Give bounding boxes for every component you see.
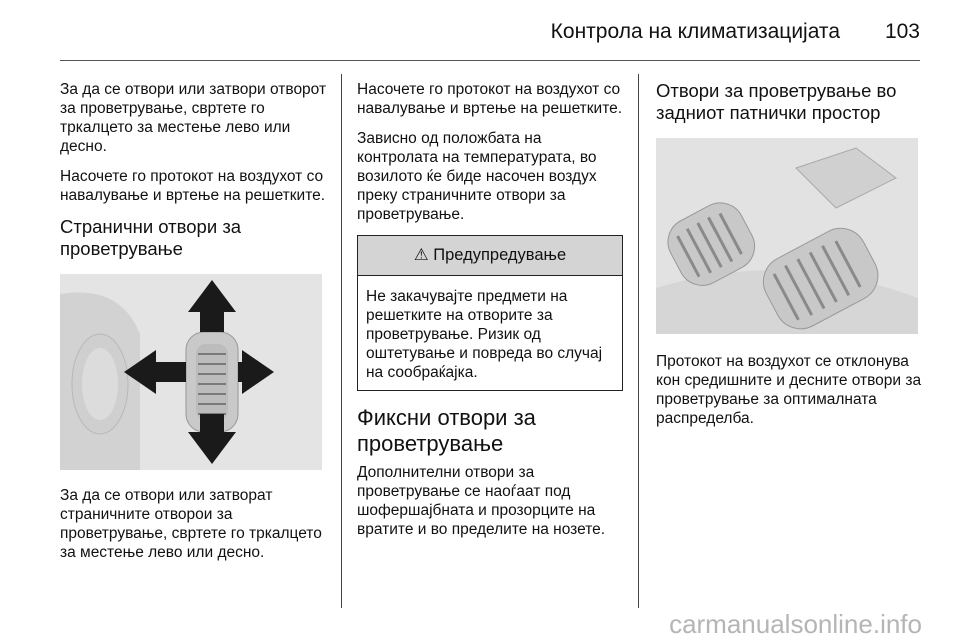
paragraph: Насочете го протокот на воздухот со навалување и вртење на решетките.	[357, 81, 623, 117]
header-title: Контрола на климатизацијата	[550, 20, 840, 43]
paragraph: За да се отвори или затворат страничните отворои за проветрување, свртете го тркалцето за местење лево или десно.	[60, 487, 322, 561]
paragraph: Протокот на воздухот се отклонува кон средишните и десните отвори за проветрување за оптималната распределба.	[656, 353, 922, 427]
section-heading: Отвори за проветрување во задниот патнички простор	[656, 80, 897, 123]
rear-vent-figure	[656, 138, 918, 334]
page-number: 103	[884, 20, 920, 43]
column-divider	[638, 74, 639, 608]
warning-triangle-icon: ⚠	[413, 246, 429, 264]
header-rule	[60, 60, 920, 61]
warning-header	[358, 236, 622, 276]
page-header	[60, 18, 920, 58]
section-heading: Фиксни отвори за проветрување	[357, 405, 536, 456]
warning-title: Предупредување	[433, 246, 567, 264]
paragraph: За да се отвори или затвори отворот за проветрување, свртете го тркалцето за местење лево или десно.	[60, 81, 327, 155]
paragraph: Дополнителни отвори за проветрување се наоѓаат под шофершајбната и прозорците на вратите и во пределите на нозете.	[357, 464, 606, 538]
column-1	[60, 80, 328, 573]
warning-text: Не закачувајте предмети на решетките на отворите за проветрување. Ризик од оштетување и повреда во случај на сообраќајка.	[366, 288, 603, 381]
column-3	[656, 80, 922, 439]
warning-box	[357, 235, 623, 391]
column-2	[357, 80, 623, 550]
section-heading: Странични отвори за проветрување	[60, 216, 242, 259]
side-vent-illustration	[60, 274, 322, 470]
column-divider	[341, 74, 342, 608]
paragraph: Насочете го протокот на воздухот со навалување и вртење на решетките.	[60, 168, 326, 204]
paragraph: Зависно од положбата на контролата на температурата, во возилото ќе биде насочен воздух преку страничните отвори за проветрување.	[357, 130, 597, 223]
rear-vent-illustration	[656, 138, 918, 334]
watermark: carmanualsonline.info	[669, 609, 922, 639]
side-vent-figure	[60, 274, 322, 470]
